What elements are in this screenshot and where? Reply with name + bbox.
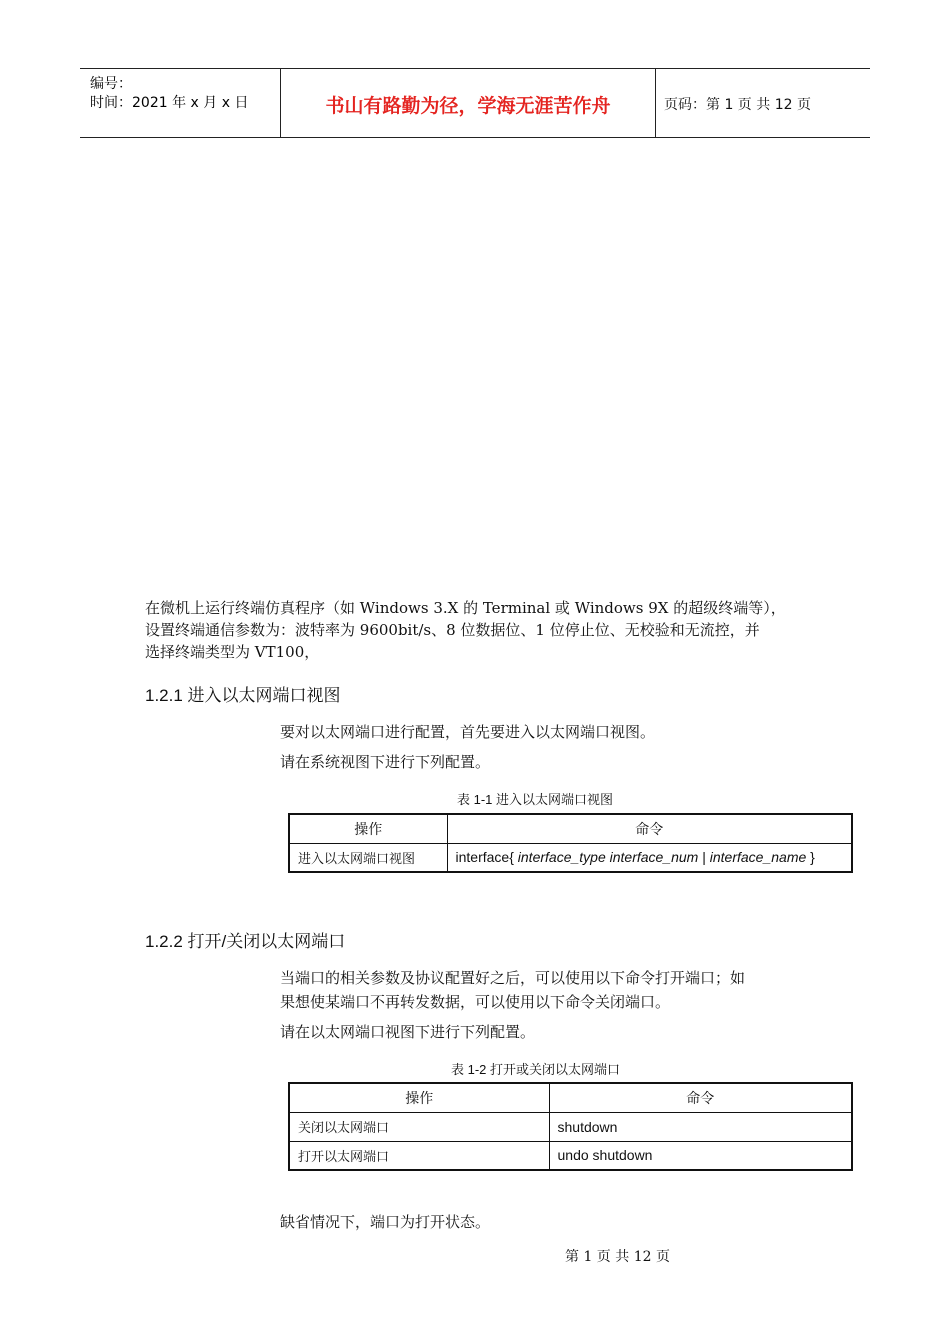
table-1-2 bbox=[288, 1082, 853, 1171]
command-args: interface_type interface_num bbox=[517, 849, 699, 866]
table-1-1-caption: 表 1-1 进入以太网端口视图 bbox=[457, 792, 614, 807]
command-brace-close: } bbox=[806, 849, 815, 866]
table-row bbox=[289, 1141, 852, 1170]
table-header-command: 命令 bbox=[447, 814, 852, 843]
command-name-arg: interface_name bbox=[709, 849, 807, 866]
intro-line-2: 设置终端通信参数为：波特率为 9600bit/s、8 位数据位、1 位停止位、无校验和无流控，并 bbox=[145, 621, 760, 639]
document-date: 时间：2021 年 x 月 x 日 bbox=[90, 95, 249, 111]
command-keyword: interface bbox=[455, 849, 510, 866]
table-row bbox=[289, 843, 852, 872]
section2-paragraph-2: 请在以太网端口视图下进行下列配置。 bbox=[280, 1023, 536, 1041]
table-cell-command: undo shutdown bbox=[549, 1141, 852, 1170]
page-footer: 第 1 页 共 12 页 bbox=[565, 1249, 670, 1265]
header-motto: 书山有路勤为径，学海无涯苦作舟 bbox=[325, 95, 611, 117]
header-page-info: 页码：第 1 页 共 12 页 bbox=[664, 97, 811, 113]
table-1-2-caption: 表 1-2 打开或关闭以太网端口 bbox=[451, 1062, 621, 1077]
section1-paragraph-2: 请在系统视图下进行下列配置。 bbox=[280, 753, 491, 771]
command-separator: | bbox=[698, 849, 710, 866]
table-row bbox=[289, 1112, 852, 1141]
table-cell-operation: 进入以太网端口视图 bbox=[289, 843, 447, 872]
section2-paragraph-1b: 果想使某端口不再转发数据，可以使用以下命令关闭端口。 bbox=[280, 993, 671, 1011]
table-cell-operation: 打开以太网端口 bbox=[289, 1141, 549, 1170]
section-heading-1-2-1: 1.2.1 进入以太网端口视图 bbox=[145, 686, 341, 705]
intro-line-1: 在微机上运行终端仿真程序（如 Windows 3.X 的 Terminal 或 Windows 9X 的超级终端等）， bbox=[145, 599, 786, 617]
document-number-label: 编号： bbox=[90, 76, 132, 92]
table-cell-command: shutdown bbox=[549, 1112, 852, 1141]
section1-paragraph-1: 要对以太网端口进行配置，首先要进入以太网端口视图。 bbox=[280, 723, 656, 741]
table-1-1 bbox=[288, 813, 853, 873]
table-header-operation: 操作 bbox=[289, 1083, 549, 1112]
section2-paragraph-1a: 当端口的相关参数及协议配置好之后，可以使用以下命令打开端口；如 bbox=[280, 969, 746, 987]
header-meta-cell bbox=[80, 69, 280, 137]
header-motto-cell bbox=[280, 69, 656, 137]
table-header-operation: 操作 bbox=[289, 814, 447, 843]
intro-line-3: 选择终端类型为 VT100， bbox=[145, 643, 320, 661]
section-heading-1-2-2: 1.2.2 打开/关闭以太网端口 bbox=[145, 932, 346, 951]
section2-note: 缺省情况下，端口为打开状态。 bbox=[280, 1213, 491, 1231]
table-header-command: 命令 bbox=[549, 1083, 852, 1112]
table-cell-command bbox=[447, 843, 852, 872]
document-header bbox=[80, 68, 870, 138]
command-brace-open: { bbox=[509, 849, 518, 866]
table-cell-operation: 关闭以太网端口 bbox=[289, 1112, 549, 1141]
header-page-cell bbox=[655, 69, 870, 137]
